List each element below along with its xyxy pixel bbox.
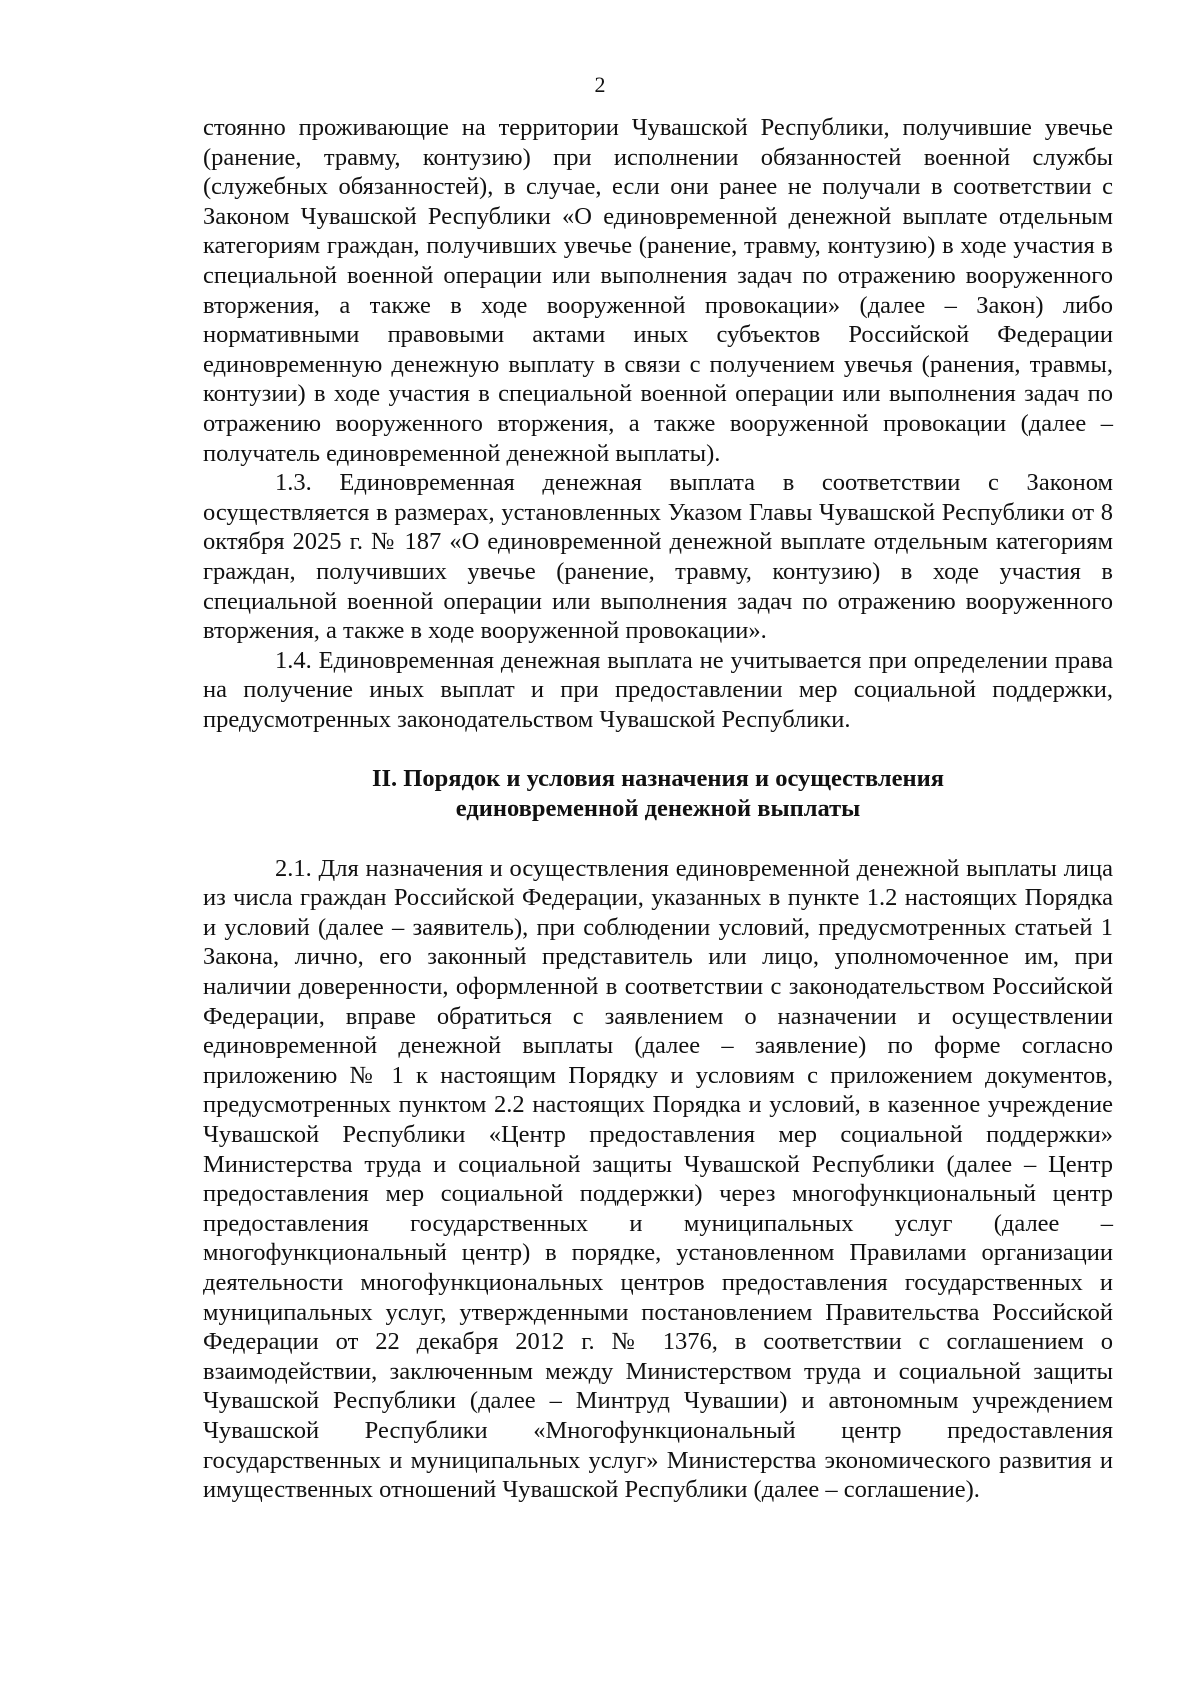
paragraph-1-4: 1.4. Единовременная денежная выплата не учитывается при определении права на получение иных выплат и при предоставлении мер социальной поддержки, предусмотренных законодательством Чувашской Республики.	[203, 646, 1113, 733]
document-body	[203, 113, 1113, 1505]
paragraph-continued: стоянно проживающие на территории Чувашской Республики, получившие увечье (ранение, травму, контузию) при исполнении обязанностей военной службы (служебных обязанностей), в случае, если они ранее не получали в соответствии с Законом Чувашской Республики «О единовременной денежной выплате отдельным категориям граждан, получивших увечье (ранение, травму, контузию) в ходе участия в специальной военной операции или выполнения задач по отражению вооруженного вторжения, а также в ходе вооруженной провокации» (далее – Закон) либо нормативными правовыми актами иных субъектов Российской Федерации единовременную денежную выплату в связи с получением увечья (ранения, травмы, контузии) в ходе участия в специальной военной операции или выполнения задач по отражению вооруженного вторжения, а также вооруженной провокации (далее – получатель единовременной денежной выплаты).	[203, 114, 1113, 467]
page-number: 2	[594, 72, 606, 97]
paragraph-1-3: 1.3. Единовременная денежная выплата в соответствии с Законом осуществляется в размерах, установленных Указом Главы Чувашской Республики от 8 октября 2025 г. № 187 «О единовременной денежной выплате отдельным категориям граждан, получивших увечье (ранение, травму, контузию) в ходе участия в специальной военной операции или выполнения задач по отражению вооруженного вторжения, а также в ходе вооруженной провокации».	[203, 469, 1113, 645]
section-heading-line-2: единовременной денежной выплаты	[455, 795, 861, 823]
section-heading-line-1: II. Порядок и условия назначения и осуществления	[371, 765, 945, 793]
paragraph-2-1: 2.1. Для назначения и осуществления единовременной денежной выплаты лица из числа граждан Российской Федерации, указанных в пункте 1.2 настоящих Порядка и условий (далее – заявитель), при соблюдении условий, предусмотренных статьей 1 Закона, лично, его законный представитель или лицо, уполномоченное им, при наличии доверенности, оформленной в соответствии с законодательством Российской Федерации, вправе обратиться с заявлением о назначении и осуществлении единовременной денежной выплаты (далее – заявление) по форме согласно приложению № 1 к настоящим Порядку и условиям с приложением документов, предусмотренных пунктом 2.2 настоящих Порядка и условий, в казенное учреждение Чувашской Республики «Центр предоставления мер социальной поддержки» Министерства труда и социальной защиты Чувашской Республики (далее – Центр предоставления мер социальной поддержки) через многофункциональный центр предоставления государственных и муниципальных услуг (далее – многофункциональный центр) в порядке, установленном Правилами организации деятельности многофункциональных центров предоставления государственных и муниципальных услуг, утвержденными постановлением Правительства Российской Федерации от 22 декабря 2012 г. № 1376, в соответствии с соглашением о взаимодействии, заключенным между Министерством труда и социальной защиты Чувашской Республики (далее – Минтруд Чувашии) и автономным учреждением Чувашской Республики «Многофункциональный центр предоставления государственных и муниципальных услуг» Министерства экономического развития и имущественных отношений Чувашской Республики (далее – соглашение).	[203, 854, 1113, 1504]
section-heading	[203, 764, 1113, 823]
